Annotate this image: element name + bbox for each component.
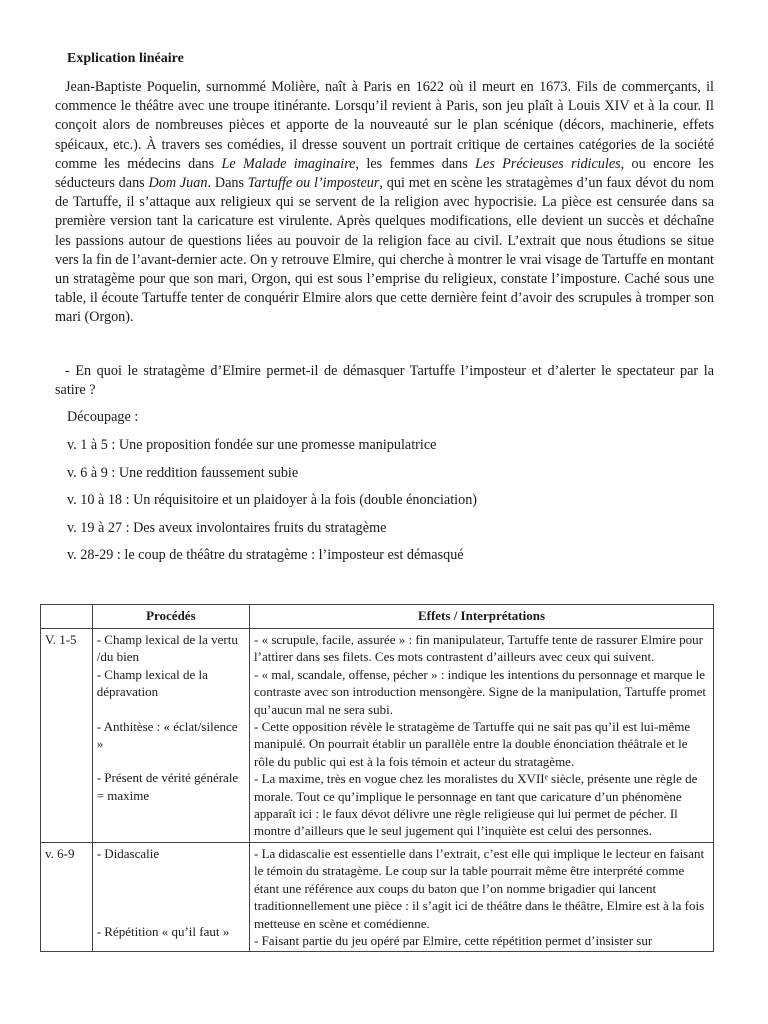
- effet-item: - « scrupule, facile, assurée » : fin manipulateur, Tartuffe tente de rassurer Elmire pour l’attirer dans ses filets. Ces mots contrastent d’ailleurs avec ceux qui suivent.: [254, 632, 703, 665]
- effets-cell: [250, 629, 714, 843]
- procede-item: - Anthitèse : « éclat/silence »: [96, 718, 238, 752]
- verse-cell: V. 1-5: [41, 629, 93, 843]
- intro-text-5: , qui met en scène les stratagèmes d’un faux dévot du nom de Tartuffe, il s’attaque aux religieux qui se servent de la religion avec hypocrisie. La pièce est censurée dans sa première version tant la caricature est virulente. Après quelques modifications, elle devient un succès et déchaîne les passions autour de questions liées au pouvoir de la religion face au civil. L’extrait que nous étudions se situe vers la fin de l’avant-dernier acte. On y retrouve Elmire, qui cherche à montrer le vrai visage de Tartuffe en montant un stratagème pour que son mari, Orgon, qui est sous l’emprise du religieux, constate l’imposture. Caché sous une table, il écoute Tartuffe tenter de conquérir Elmire alors que cette dernière feint d’avoir des scrupules à tromper son mari (Orgon).: [55, 175, 714, 326]
- procede-item: - Champ lexical de la dépravation: [96, 666, 208, 700]
- decoupage-item: v. 19 à 27 : Des aveux involontaires fruits du stratagème: [67, 520, 387, 536]
- decoupage-label: Découpage :: [67, 409, 139, 425]
- work-title-tartuffe: Tartuffe ou l’imposteur: [247, 175, 380, 192]
- intro-text-3: , ou encore les séducteurs dans: [55, 155, 714, 192]
- effet-item: - La didascalie est essentielle dans l’extrait, c’est elle qui implique le lecteur en faisant le témoin du stratagème. Le coup sur la table pourrait même être interprété comme étant une référence aux coups du baton que l’on nomme brigadier qui lancent traditionnellement une pièce : il s’agit ici de théâtre dans le théâtre, Elmire est à la fois metteuse en scène et comédienne.: [254, 845, 705, 931]
- intro-paragraph: [55, 78, 714, 328]
- work-title-malade: Le Malade imaginaire: [221, 155, 356, 172]
- intro-text-2: , les femmes dans: [355, 155, 476, 172]
- effet-item: - La maxime, très en vogue chez les moralistes du XVIIᵉ siècle, présente une règle de morale. Tout ce qu’implique le personnage en tant que caricature d’un phénomène apparaît ici : le faux dévot délivre une règle religieuse qui lui permet de pécher. Il montre d’ailleurs que le seul jugement qui l’inquiète est celui des personnes.: [254, 771, 698, 839]
- verse-cell: v. 6-9: [41, 842, 93, 951]
- work-title-dom-juan: Dom Juan: [148, 175, 208, 192]
- decoupage-item: v. 6 à 9 : Une reddition faussement subie: [67, 465, 299, 481]
- analysis-table: [40, 604, 714, 952]
- procede-item: - Répétition « qu’il faut »: [96, 924, 230, 940]
- decoupage-item: v. 28-29 : le coup de théâtre du stratagème : l’imposteur est démasqué: [67, 547, 464, 563]
- table-row: [41, 842, 714, 951]
- procede-item: - Présent de vérité générale = maxime: [96, 770, 239, 803]
- header-verse: [41, 605, 93, 629]
- intro-text-1: Jean-Baptiste Poquelin, surnommé Molière, naît à Paris en 1622 où il meurt en 1673. Fils de commerçants, il commence le théâtre avec une troupe itinérante. Lorsqu’il revient à Paris, son jeu plaît à Louis XIV et à la cour. Il conçoit alors de nombreuses pièces et apporte de la nouveauté sur le plan scénique (décors, machinerie, effets spéicaux, etc.). À travers ses comédies, il dresse souvent un portrait critique de certaines catégories de la société comme les médecins dans: [55, 79, 714, 172]
- effet-item: - Faisant partie du jeu opéré par Elmire, cette répétition permet d’insister sur: [254, 932, 653, 948]
- header-procedes: Procédés: [92, 605, 249, 629]
- procedes-cell: [92, 629, 249, 843]
- question-text: - En quoi le stratagème d’Elmire permet-il de démasquer Tartuffe l’imposteur et d’alerter le spectateur par la satire ?: [55, 363, 714, 398]
- intro-text-4: . Dans: [207, 175, 248, 192]
- procede-item: - Champ lexical de la vertu /du bien: [96, 632, 238, 665]
- decoupage-item: v. 10 à 18 : Un réquisitoire et un plaidoyer à la fois (double énonciation): [67, 492, 478, 508]
- effet-item: - « mal, scandale, offense, pécher » : indique les intentions du personnage et marque le contraste avec son introduction mensongère. Signe de la manipulation, Tartuffe promet qu’aucun mal ne sera subi.: [254, 666, 707, 717]
- decoupage-item: v. 1 à 5 : Une proposition fondée sur une promesse manipulatrice: [67, 437, 437, 453]
- procedes-cell: [92, 842, 249, 951]
- work-title-precieuses: Les Précieuses ridicules: [475, 155, 621, 172]
- effets-cell: [250, 842, 714, 951]
- effet-item: - Cette opposition révèle le stratagème de Tartuffe qui ne sait pas qu’il est lui-même manipulé. On pourrait établir un parallèle entre la double énonciation théâtrale et le rôle du public qui est à la fois témoin et acteur du stratagème.: [254, 719, 691, 769]
- header-effets: Effets / Interprétations: [250, 605, 714, 629]
- table-header-row: [41, 605, 714, 629]
- document-title: Explication linéaire: [67, 51, 184, 66]
- problematique-question: [55, 362, 714, 400]
- table-row: [41, 629, 714, 843]
- procede-item: - Didascalie: [96, 845, 160, 861]
